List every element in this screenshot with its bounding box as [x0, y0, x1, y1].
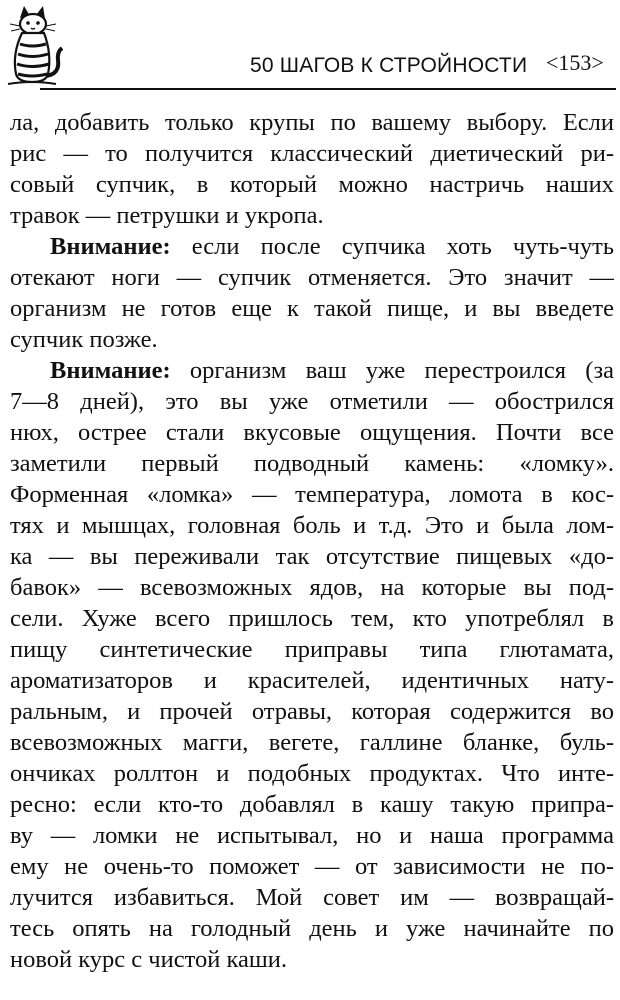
- running-head: 50 ШАГОВ К СТРОЙНОСТИ: [250, 54, 528, 77]
- text-line: ла, добавить только крупы по вашему выбору. Если: [10, 109, 614, 136]
- text-line: совый супчик, в который можно настричь наших: [10, 171, 614, 198]
- text-line: ароматизаторов и красителей, идентичных нату-: [10, 667, 614, 694]
- text-line: ему не очень-то поможет — от зависимости не по-: [10, 853, 614, 880]
- text-line: ральным, и прочей отравы, которая содержится во: [10, 698, 614, 725]
- text-line: ресно: если кто-то добавлял в кашу такую припра-: [10, 791, 614, 818]
- text-line: ончиках роллтон и подобных продуктах. Что инте-: [10, 760, 614, 787]
- text-line: организм не готов еще к такой пище, и вы введете: [10, 295, 614, 322]
- text-line: нюх, острее стали вкусовые ощущения. Почти все: [10, 419, 614, 446]
- text-line: Форменная «ломка» — температура, ломота в кос-: [10, 481, 614, 508]
- text-span: организм ваш уже перестроился (за: [170, 357, 614, 384]
- text-line: пищу синтетические приправы типа глютамата,: [10, 636, 614, 663]
- text-line: [10, 231, 614, 262]
- text-line: сели. Хуже всего пришлось тем, кто употреблял в: [10, 605, 614, 632]
- bold-lead: Внимание:: [50, 357, 171, 384]
- text-line: заметили первый подводный камень: «ломку».: [10, 450, 614, 477]
- text-line: травок — петрушки и укропа.: [10, 202, 324, 229]
- text-line: новой курс с чистой каши.: [10, 946, 287, 973]
- text-line: тесь опять на голодный день и уже начинайте по: [10, 915, 614, 942]
- text-line: ка — вы переживали так отсутствие пищевых «до-: [10, 543, 614, 570]
- page-number: <153>: [546, 50, 604, 75]
- paragraph: [10, 107, 614, 231]
- bold-lead: Внимание:: [50, 233, 171, 260]
- text-line: отекают ноги — супчик отменяется. Это значит —: [10, 264, 614, 291]
- text-line: супчик позже.: [10, 326, 158, 353]
- text-line: ву — ломки не испытывал, но и наша программа: [10, 822, 614, 849]
- text-line: тях и мышцах, головная боль и т.д. Это и была лом-: [10, 512, 614, 539]
- header-rule: [40, 88, 616, 90]
- cat-icon: [2, 4, 64, 86]
- text-span: если после супчика хоть чуть-чуть: [170, 233, 614, 260]
- text-line: лучится избавиться. Мой совет им — возвращай-: [10, 884, 614, 911]
- text-line: бавок» — всевозможных ядов, на которые вы под-: [10, 574, 614, 601]
- text-line: всевозможных магги, вегете, галлине бланке, буль-: [10, 729, 614, 756]
- paragraph: [10, 231, 614, 355]
- text-line: 7—8 дней), это вы уже отметили — обострился: [10, 388, 614, 415]
- text-line: рис — то получится классический диетический ри-: [10, 140, 614, 167]
- page-header: [0, 0, 620, 100]
- paragraph: [10, 355, 614, 975]
- body-text: [10, 107, 614, 975]
- text-line: [10, 355, 614, 386]
